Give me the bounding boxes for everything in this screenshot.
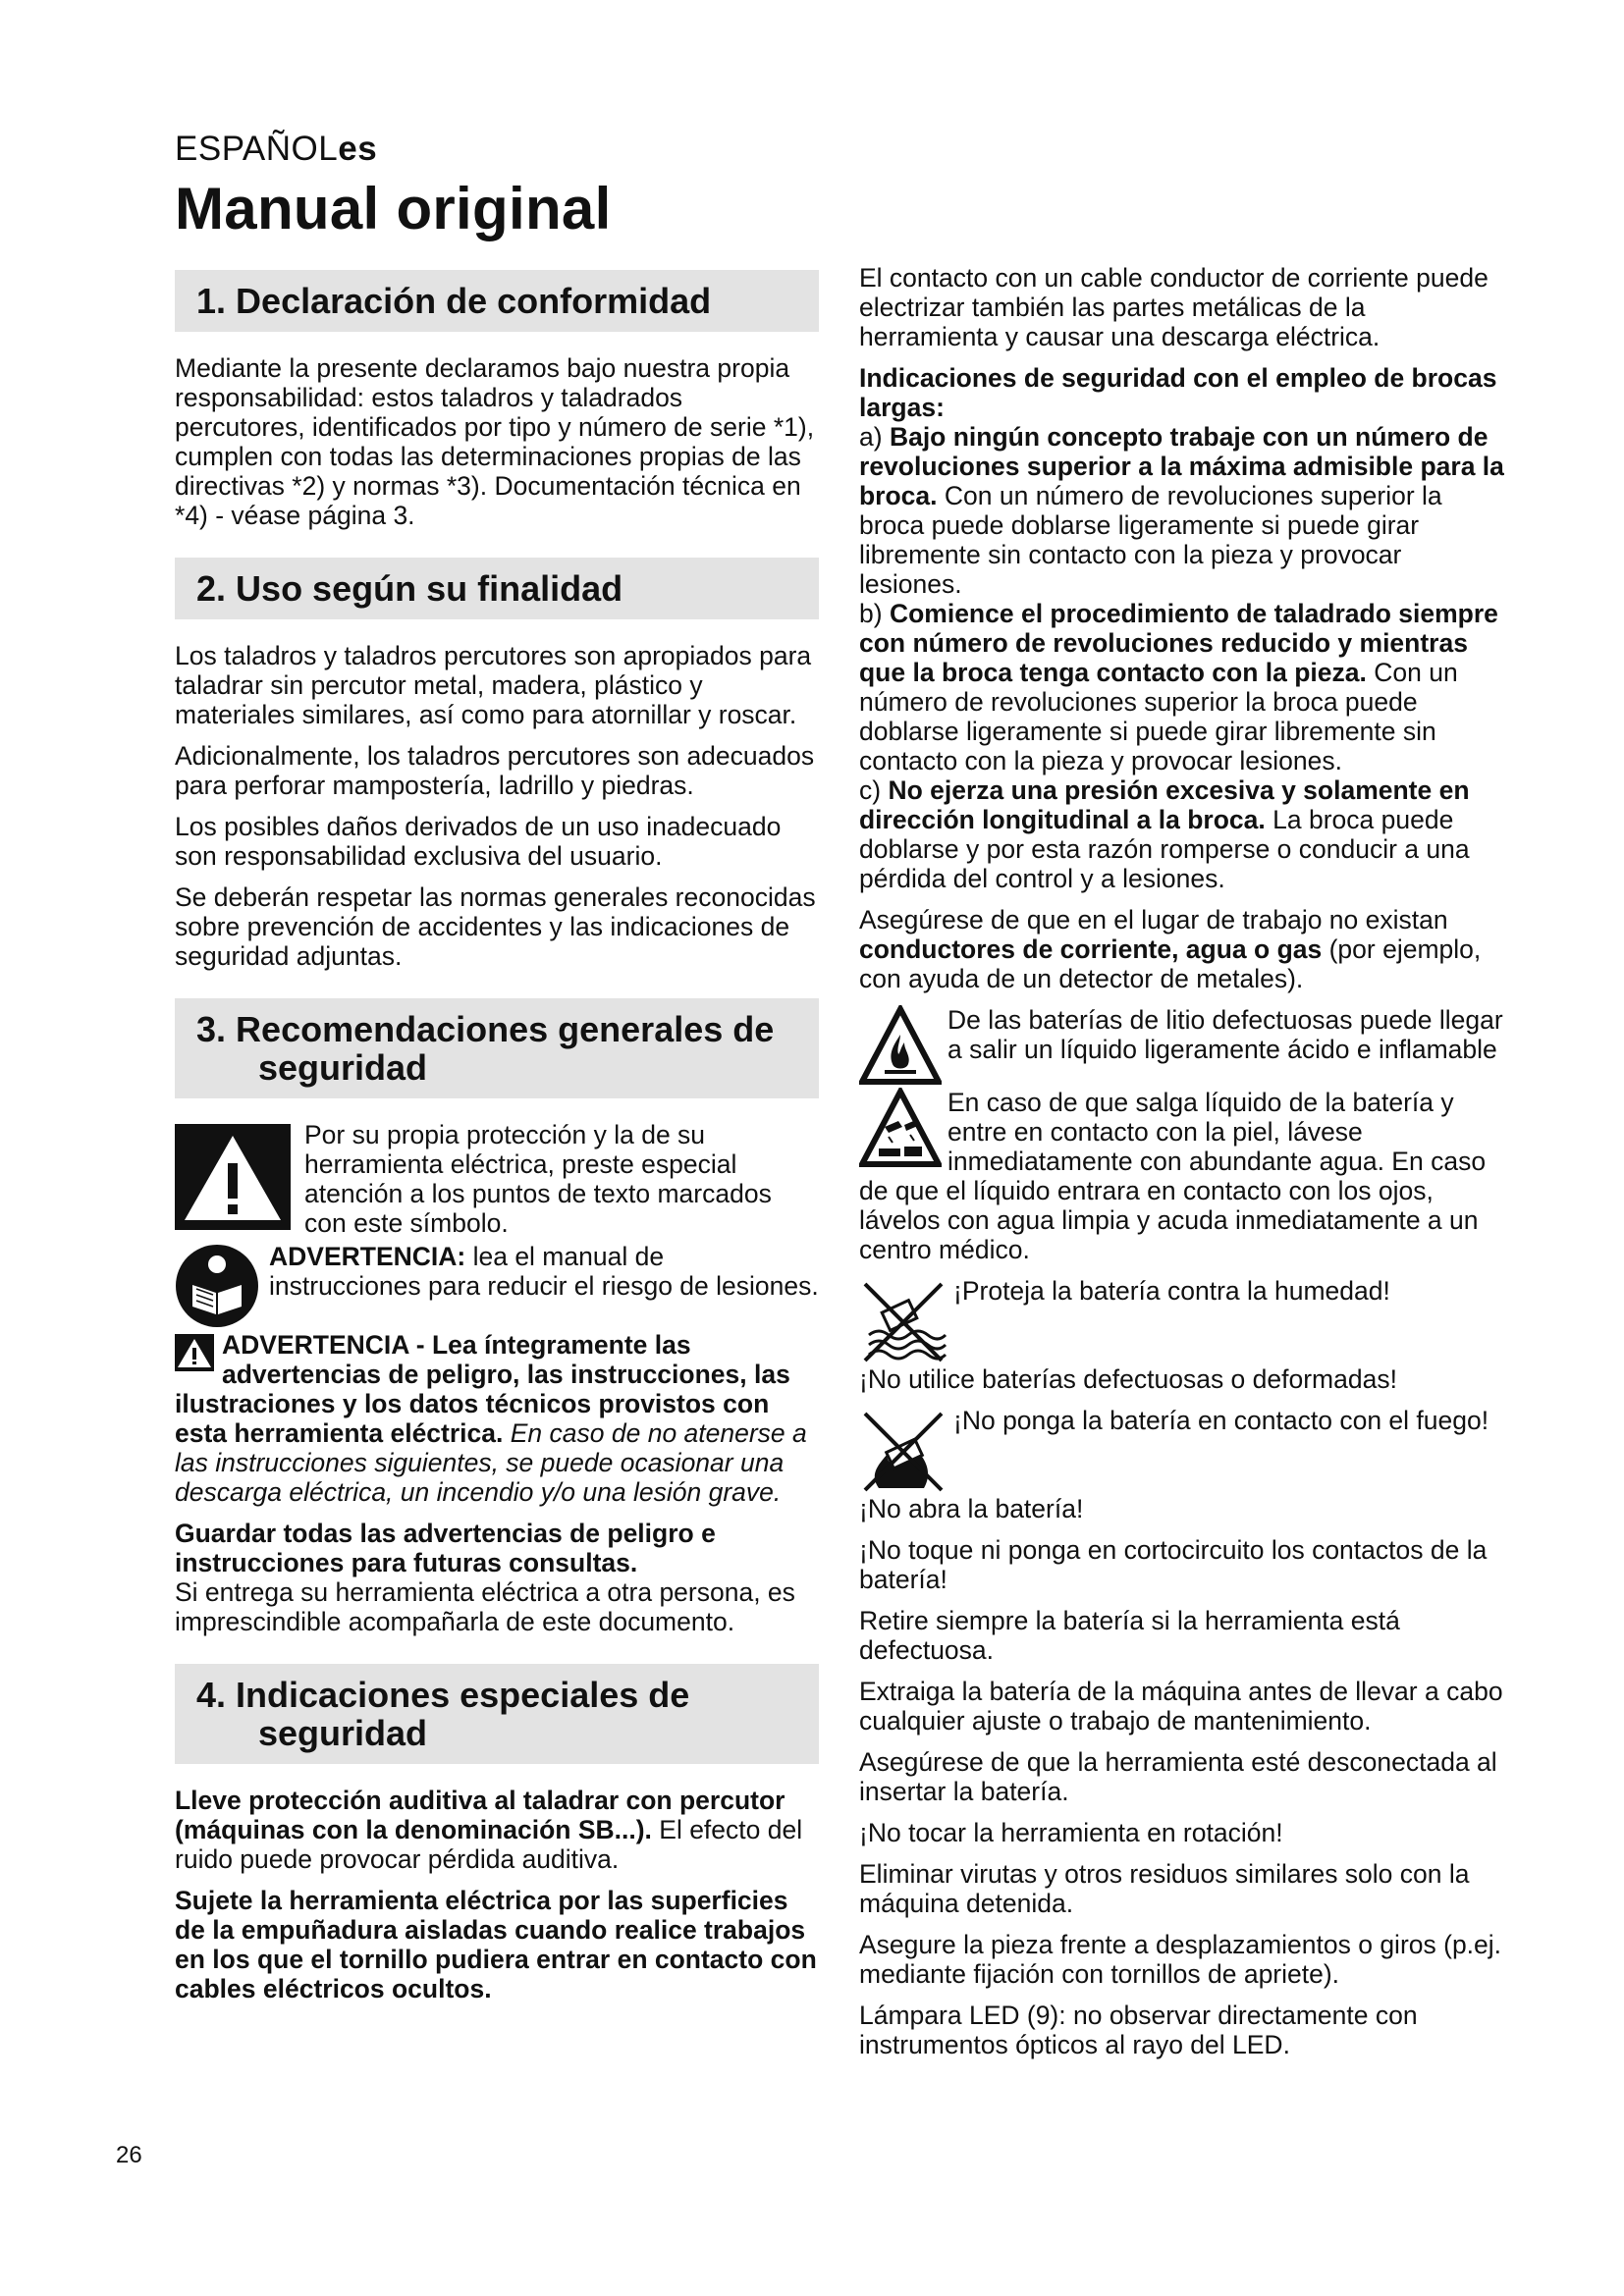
section-4-item-a: a) Bajo ningún concepto trabaje con un número de revoluciones superior a la máxima admisible para la broca. Con un número de revoluciones superior la broca puede doblarse ligeramente si puede girar libremente sin contacto con la pieza y provocar lesiones. [859,422,1504,599]
section-4-para-11: ¡No toque ni ponga en cortocircuito los contactos de la batería! [859,1535,1488,1594]
section-3-para-3: ADVERTENCIA - Lea íntegramente las advertencias de peligro, las instrucciones, las ilustraciones y los datos técnicos provistos con esta herramienta eléctrica. En caso de no atenerse a las instrucciones siguientes, se puede ocasionar una descarga eléctrica, un incendio y/o una lesión grave. [175,1330,807,1507]
page-title: Manual original [175,176,612,241]
section-4-para-16: Eliminar virutas y otros residuos similares solo con la máquina detenida. [859,1859,1470,1918]
section-4-para-5: De las baterías de litio defectuosas puede llegar a salir un líquido ligeramente ácido e inflamable [947,1005,1503,1064]
read-manual-icon [175,1244,259,1328]
language-label [175,130,377,169]
section-4-para-2: Sujete la herramienta eléctrica por las superficies de la empuñadura aisladas cuando realice trabajos en los que el tornillo pudiera entrar en contacto con cables eléctricos ocultos. [175,1886,817,2003]
section-4-para-13: Extraiga la batería de la máquina antes de llevar a cabo cualquier ajuste o trabajo de mantenimiento. [859,1677,1503,1735]
left-column [175,270,819,2015]
section-1-text: Mediante la presente declaramos bajo nuestra propia responsabilidad: estos taladros y taladrados percutores, identificados por tipo y número de serie *1), cumplen con todas las determinaciones propias de las directivas *2) y normas *3). Documentación técnica en *4) - véase página 3. [175,353,815,530]
section-4-para-8: ¡No utilice baterías defectuosas o deformadas! [859,1364,1397,1394]
section-4-item-c: c) No ejerza una presión excesiva y solamente en dirección longitudinal a la broca. La broca puede doblarse y por esta razón romperse o conducir a una pérdida del control y a lesiones. [859,775,1470,893]
section-4-para-18: Lámpara LED (9): no observar directamente con instrumentos ópticos al rayo del LED. [859,2001,1418,2059]
section-4-item-b: b) Comience el procedimiento de taladrado siempre con número de revoluciones reducido y mientras que la broca tenga contacto con la pieza. Con un número de revoluciones superior la broca puede doblarse ligeramente si puede girar libremente sin contacto con la pieza y provocar lesiones. [859,599,1498,775]
section-4-para-3: Indicaciones de seguridad con el empleo de brocas largas: [859,363,1497,422]
section-2-para-4: Se deberán respetar las normas generales reconocidas sobre prevención de accidentes y las indicaciones de seguridad adjuntas. [175,882,816,971]
right-column [859,263,1507,2071]
section-4-para-4: Asegúrese de que en el lugar de trabajo no existan conductores de corriente, agua o gas (por ejemplo, con ayuda de un detector de metales). [859,905,1482,993]
flammable-hazard-icon [859,1005,942,1088]
section-4-para-1: Lleve protección auditiva al taladrar con percutor (máquinas con la denominación SB...). El efecto del ruido puede provocar pérdida auditiva. [175,1786,803,1874]
section-4-para-7: ¡Proteja la batería contra la humedad! [953,1276,1390,1306]
no-moisture-icon [859,1276,947,1364]
section-3-para-1: Por su propia protección y la de su herramienta eléctrica, preste especial atención a los puntos de texto marcados con este símbolo. [304,1120,772,1238]
section-2-para-1: Los taladros y taladros percutores son apropiados para taladrar sin percutor metal, madera, plástico y materiales similares, así como para atornillar y roscar. [175,641,812,729]
page-number: 26 [116,2142,142,2168]
section-3-para-2: ADVERTENCIA: lea el manual de instrucciones para reducir el riesgo de lesiones. [269,1242,819,1301]
section-2-heading: 2. Uso según su finalidad [175,558,819,619]
section-4-para-9: ¡No ponga la batería en contacto con el fuego! [953,1406,1489,1435]
language-code: es [338,130,378,168]
section-2-para-3: Los posibles daños derivados de un uso inadecuado son responsabilidad exclusiva del usuario. [175,812,782,871]
warning-triangle-icon [175,1124,291,1230]
corrosive-hazard-icon [859,1088,942,1170]
section-4-para-17: Asegure la pieza frente a desplazamientos o giros (p.ej. mediante fijación con tornillos de apriete). [859,1930,1502,1989]
section-4-heading: 4. Indicaciones especiales de seguridad [175,1664,819,1764]
section-3-heading: 3. Recomendaciones generales de seguridad [175,998,819,1098]
section-4-para-12: Retire siempre la batería si la herramienta está defectuosa. [859,1606,1400,1665]
small-warning-icon [175,1334,214,1371]
section-4-para-10: ¡No abra la batería! [859,1494,1084,1523]
section-4-para-2-continued: El contacto con un cable conductor de corriente puede electrizar también las partes metálicas de la herramienta y causar una descarga eléctrica. [859,263,1489,351]
section-1-heading: 1. Declaración de conformidad [175,270,819,332]
section-4-para-6: En caso de que salga líquido de la batería y entre en contacto con la piel, lávese inmediatamente con abundante agua. En caso de que el líquido entrara en contacto con los ojos, lávelos con agua limpia y acuda inmediatamente a un centro médico. [859,1088,1487,1264]
section-3-para-4: Guardar todas las advertencias de peligro e instrucciones para futuras consultas. Si entrega su herramienta eléctrica a otra persona, es imprescindible acompañarla de este documento. [175,1519,795,1636]
language-name: ESPAÑOL [175,130,339,168]
section-2-para-2: Adicionalmente, los taladros percutores son adecuados para perforar mampostería, ladrillo y piedras. [175,741,815,800]
no-fire-icon [859,1406,947,1494]
section-4-para-15: ¡No tocar la herramienta en rotación! [859,1818,1283,1847]
section-4-para-14: Asegúrese de que la herramienta esté desconectada al insertar la batería. [859,1747,1497,1806]
